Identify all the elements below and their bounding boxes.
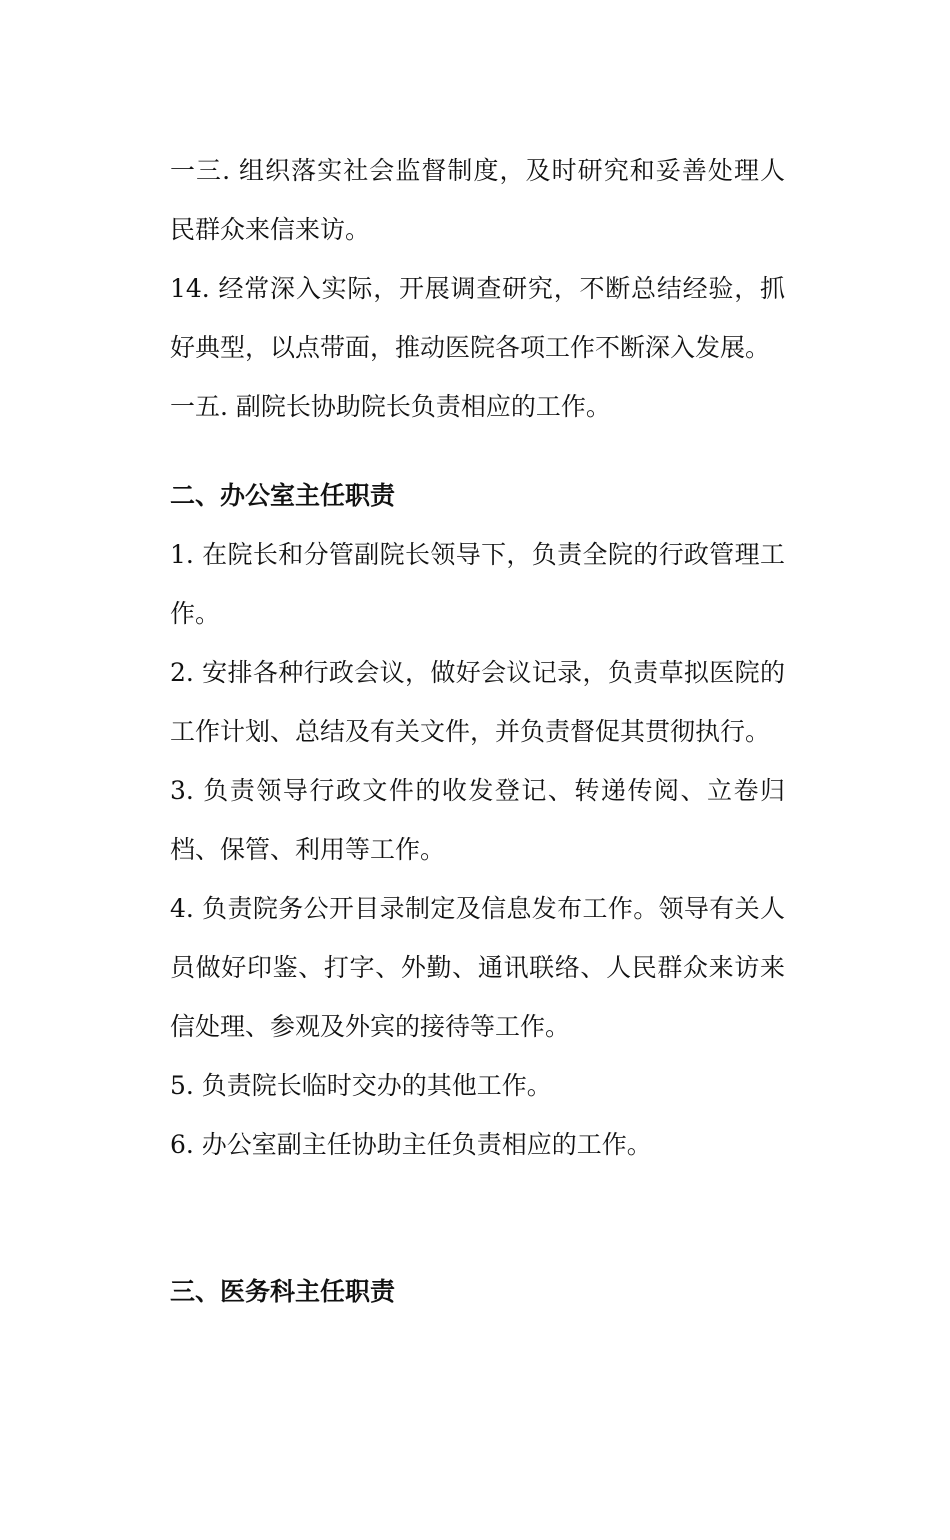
paragraph-item-1: 1. 在院长和分管副院长领导下，负责全院的行政管理工作。 bbox=[170, 540, 785, 628]
paragraph-item-3: 3. 负责领导行政文件的收发登记、转递传阅、立卷归档、保管、利用等工作。 bbox=[170, 776, 785, 864]
paragraph-item-5: 5. 负责院长临时交办的其他工作。 bbox=[170, 1071, 552, 1100]
paragraph-item-15: 一五. 副院长协助院长负责相应的工作。 bbox=[170, 392, 611, 421]
paragraph-item-4: 4. 负责院务公开目录制定及信息发布工作。领导有关人员做好印鉴、打字、外勤、通讯联络、人民群众来访来信处理、参观及外宾的接待等工作。 bbox=[170, 894, 785, 1041]
section-heading-medical-affairs-director: 三、医务科主任职责 bbox=[170, 1277, 396, 1306]
section-spacer bbox=[170, 436, 785, 466]
paragraph-item-14: 14. 经常深入实际，开展调查研究，不断总结经验，抓好典型，以点带面，推动医院各项工作不断深入发展。 bbox=[170, 274, 785, 362]
paragraph-item-6: 6. 办公室副主任协助主任负责相应的工作。 bbox=[170, 1130, 652, 1159]
paragraph-item-2: 2. 安排各种行政会议，做好会议记录，负责草拟医院的工作计划、总结及有关文件，并负责督促其贯彻执行。 bbox=[170, 658, 785, 746]
section-spacer bbox=[170, 1174, 785, 1262]
paragraph-item-13: 一三. 组织落实社会监督制度，及时研究和妥善处理人民群众来信来访。 bbox=[170, 156, 785, 244]
section-heading-office-director: 二、办公室主任职责 bbox=[170, 481, 396, 510]
document-page bbox=[170, 141, 785, 1321]
